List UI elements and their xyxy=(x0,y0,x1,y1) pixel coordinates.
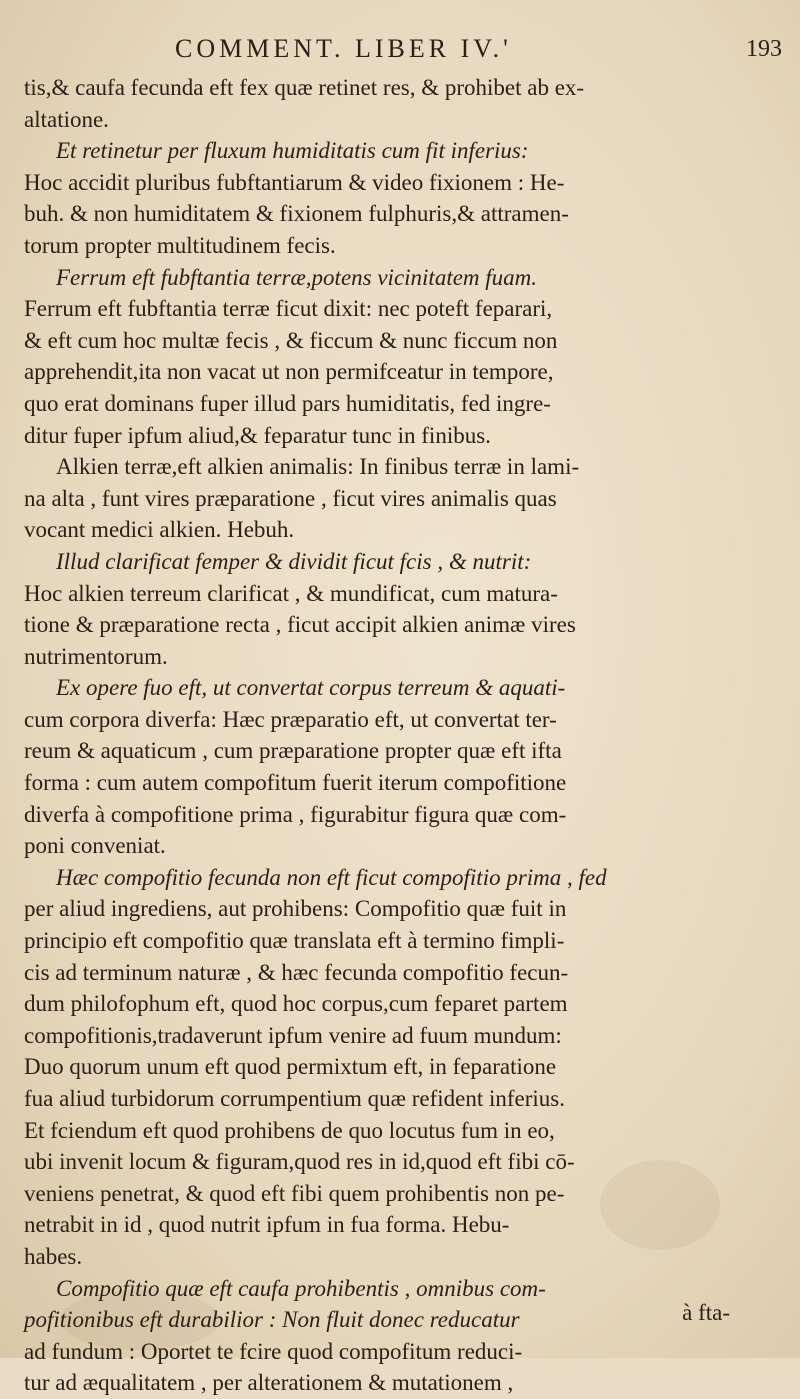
text-line: tione & præparatione recta , ficut accipit alkien animæ vires xyxy=(24,612,576,638)
lemma-line: Illud clarificat femper & dividit ficut fcis , & nutrit: xyxy=(56,548,532,574)
text-line: habes. xyxy=(24,1243,83,1269)
lemma-line: Ex opere fuo eft, ut convertat corpus terreum & aquati- xyxy=(56,675,566,701)
text-line: cum corpora diverfa: Hæc præparatio eft, ut convertat ter- xyxy=(24,706,557,732)
text-line: poni conveniat. xyxy=(24,833,166,859)
text-line: compofitionis,tradaverunt ipfum venire ad fuum mundum: xyxy=(24,1022,562,1048)
text-line: forma : cum autem compofitum fuerit iterum compofitione xyxy=(24,770,567,796)
lemma-line: Hæc compofitio fecunda non eft ficut compofitio prima , fed xyxy=(56,864,607,890)
text-line: apprehendit,ita non vacat ut non permifceatur in tempore, xyxy=(24,359,554,385)
text-line: per aliud ingrediens, aut prohibens: Compofitio quæ fuit in xyxy=(24,896,567,922)
text-line: na alta , funt vires præparatione , ficut vires animalis quas xyxy=(24,485,557,511)
paragraph xyxy=(24,672,784,862)
text-line: ad fundum : Oportet te fcire quod compofitum reduci- xyxy=(24,1338,523,1364)
lemma-line: Alkien terræ,eft alkien animalis: In finibus terræ in lami- xyxy=(56,454,580,480)
paragraph xyxy=(24,451,784,546)
text-line: netrabit in id , quod nutrit ipfum in fua forma. Hebu- xyxy=(24,1212,510,1238)
text-line: altatione. xyxy=(24,106,109,132)
text-line: & eft cum hoc multæ fecis , & ficcum & nunc ficcum non xyxy=(24,327,558,353)
paragraph xyxy=(24,135,784,261)
text-line: torum propter multitudinem fecis. xyxy=(24,232,336,258)
text-line: tur ad æqualitatem , per alterationem & mutationem , xyxy=(24,1370,514,1396)
text-line: Duo quorum unum eft quod permixtum eft, in feparatione xyxy=(24,1054,557,1080)
text-line: fua aliud turbidorum corrumpentium quæ refident inferius. xyxy=(24,1086,566,1111)
commentary-text xyxy=(24,72,784,1399)
text-line: ditur fuper ipfum aliud,& feparatur tunc in finibus. xyxy=(24,422,491,448)
text-line: nutrimentorum. xyxy=(24,643,168,669)
lemma-line: Ferrum eft fubftantia terræ,potens vicinitatem fuam. xyxy=(56,264,538,290)
lemma-line: Et retinetur per fluxum humiditatis cum fit inferius: xyxy=(56,138,529,164)
text-line: dum philofophum eft, quod hoc corpus,cum feparet partem xyxy=(24,991,568,1017)
text-line: Hoc accidit pluribus fubftantiarum & video fixionem : He- xyxy=(24,169,565,195)
page-number: 193 xyxy=(746,36,782,62)
text-line: Et fciendum eft quod prohibens de quo locutus fum in eo, xyxy=(24,1117,555,1143)
paragraph xyxy=(24,262,784,452)
text-line: reum & aquaticum , cum præparatione propter quæ eft ifta xyxy=(24,738,562,764)
lemma-line: pofitionibus eft durabilior : Non fluit donec reducatur xyxy=(24,1307,520,1333)
text-line: veniens penetrat, & quod eft fibi quem prohibentis non pe- xyxy=(24,1180,565,1206)
text-line: ubi invenit locum & figuram,quod res in id,quod eft fibi cō- xyxy=(24,1149,575,1175)
paragraph xyxy=(24,72,784,135)
paragraph xyxy=(24,1273,784,1399)
paragraph xyxy=(24,862,784,1273)
lemma-line: Compofitio quæ eft caufa prohibentis , omnibus com- xyxy=(56,1275,546,1301)
text-line: tis,& caufa fecunda eft fex quæ retinet res, & prohibet ab ex- xyxy=(24,75,585,100)
text-line: cis ad terminum naturæ , & hæc fecunda compofitio fecun- xyxy=(24,959,569,985)
paragraph xyxy=(24,546,784,672)
page-header xyxy=(0,30,800,70)
text-line: diverfa à compofitione prima , figurabitur figura quæ com- xyxy=(24,801,567,827)
text-line: vocant medici alkien. Hebuh. xyxy=(24,517,295,543)
text-line: Ferrum eft fubftantia terræ ficut dixit: nec poteft feparari, xyxy=(24,296,553,322)
text-line: principio eft compofitio quæ translata eft à termino fimpli- xyxy=(24,928,565,954)
text-line: quo erat dominans fuper illud pars humiditatis, fed ingre- xyxy=(24,390,551,416)
text-line: buh. & non humiditatem & fixionem fulphuris,& attramen- xyxy=(24,201,569,227)
catchword: à fta- xyxy=(682,1300,730,1325)
running-head: COMMENT. LIBER IV.' xyxy=(175,34,512,63)
text-line: Hoc alkien terreum clarificat , & mundificat, cum matura- xyxy=(24,580,558,606)
